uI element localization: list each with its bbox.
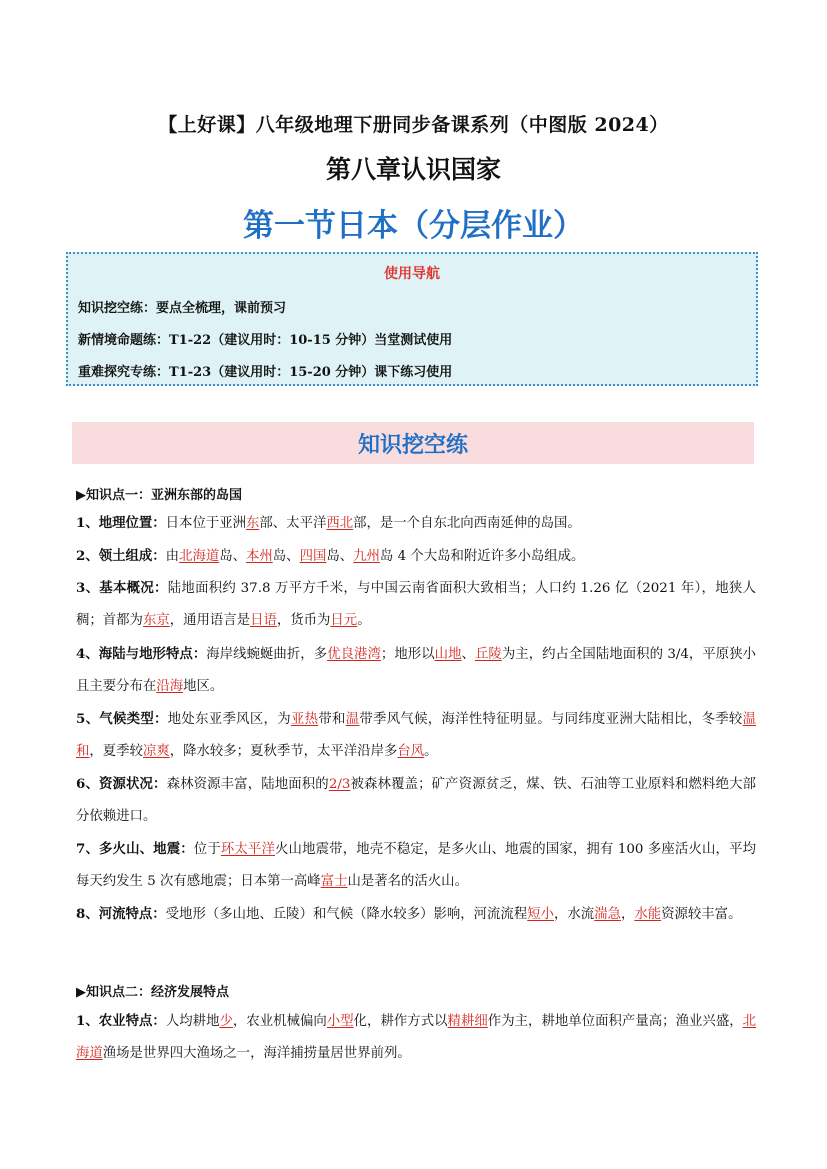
answer-blank: 北海道 <box>76 1014 757 1061</box>
knowledge-item <box>76 898 756 931</box>
answer-blank: 九州 <box>353 549 380 564</box>
answer-blank: 山地 <box>434 647 462 662</box>
answer-blank: 凉爽 <box>142 744 170 759</box>
knowledge-item <box>76 703 756 768</box>
item-label: 5、气候类型： <box>76 711 168 727</box>
answer-blank: 沿海 <box>156 679 184 694</box>
answer-blank: 日元 <box>330 613 358 628</box>
answer-blank: 环太平洋 <box>220 842 276 857</box>
item-text: 部、太平洋 <box>259 516 327 531</box>
item-text: ，降水较多；夏秋季节，太平洋沿岸多 <box>169 744 398 759</box>
knowledge-item <box>76 638 756 703</box>
banner-label: 知识挖空练 <box>357 433 468 458</box>
knowledge-item <box>76 768 756 833</box>
item-text: 资源较丰富。 <box>661 907 742 922</box>
knowledge-item <box>76 540 756 573</box>
guide-heading: 使用导航 <box>384 266 440 282</box>
answer-blank: 东 <box>246 516 260 531</box>
item-label: 3、基本概况： <box>76 580 168 596</box>
item-text: 作为主，耕地单位面积产量高；渔业兴盛， <box>487 1014 743 1029</box>
answer-blank: 湍急 <box>594 907 621 922</box>
answer-blank: 优良港湾 <box>327 647 381 662</box>
usage-guide-box <box>66 252 758 386</box>
item-label: 4、海陆与地形特点： <box>76 646 207 662</box>
item-text: 化，耕作方式以 <box>353 1014 448 1029</box>
section-banner <box>72 422 754 464</box>
item-text: 陆地面积约 37.8 万平方千米，与中国云南省面积大致相当；人口约 1.26 亿（2021 年），地狭人稠；首都为 <box>76 581 756 628</box>
item-label: 2、领土组成： <box>76 548 166 564</box>
item-text: 海岸线蜿蜒曲折，多 <box>206 647 328 662</box>
item-text: 位于 <box>193 842 221 857</box>
item-label: 8、河流特点： <box>76 906 166 922</box>
answer-blank: 西北 <box>326 516 354 531</box>
item-text: 日本位于亚洲 <box>165 516 247 531</box>
item-text: 渔场是世界四大渔场之一，海洋捕捞量居世界前列。 <box>102 1046 411 1061</box>
chapter-title: 第八章认识国家 <box>325 155 501 184</box>
item-text: ，夏季较 <box>89 744 143 759</box>
item-text: 受地形（多山地、丘陵）和气候（降水较多）影响，河流流程 <box>165 907 528 922</box>
series-title: 【上好课】八年级地理下册同步备课系列（中图版 2024） <box>158 114 669 136</box>
item-text: 由 <box>165 549 180 564</box>
knowledge-item <box>76 572 756 637</box>
item-text: 、 <box>461 647 475 662</box>
item-label: 6、资源状况： <box>76 776 167 792</box>
answer-blank: 本州 <box>246 549 273 564</box>
item-text: ，农业机械偏向 <box>232 1014 327 1029</box>
item-text: ， <box>620 907 635 922</box>
answer-blank: 水能 <box>634 907 662 922</box>
item-text: 。 <box>357 613 371 628</box>
item-text: ，货币为 <box>276 613 331 628</box>
knowledge-point-heading: ▶知识点一：亚洲东部的岛国 <box>76 488 242 503</box>
answer-blank: 北海道 <box>179 549 220 564</box>
knowledge-item <box>76 1005 756 1070</box>
section-title: 第一节日本（分层作业） <box>243 208 584 244</box>
item-text: ，通用语言是 <box>169 613 251 628</box>
answer-blank: 温 <box>345 712 360 727</box>
answer-blank: 日语 <box>250 613 277 628</box>
item-text: 岛、 <box>272 549 300 564</box>
item-text: 森林资源丰富，陆地面积的 <box>166 777 329 792</box>
item-label: 1、地理位置： <box>76 515 166 531</box>
item-text: 被森林覆盖；矿产资源贫乏，煤、铁、石油等工业原料和燃料绝大部分依赖进口。 <box>76 777 757 824</box>
knowledge-item <box>76 507 756 540</box>
guide-line: 知识挖空练：要点全梳理，课前预习 <box>78 301 287 316</box>
answer-blank: 东京 <box>142 613 170 628</box>
answer-blank: 富士 <box>320 874 348 889</box>
guide-line: 新情境命题练：T1-22（建议用时：10-15 分钟）当堂测试使用 <box>78 333 453 348</box>
item-text: 岛、 <box>326 549 354 564</box>
item-text: 地处东亚季风区，为 <box>167 712 291 727</box>
item-text: 人均耕地 <box>165 1014 220 1029</box>
item-text: 带季风气候，海洋性特征明显。与同纬度亚洲大陆相比，冬季较 <box>359 712 743 727</box>
item-text: 带和 <box>318 712 346 727</box>
item-text: ，水流 <box>554 907 595 922</box>
answer-blank: 台风 <box>397 744 425 759</box>
answer-blank: 四国 <box>299 549 327 564</box>
answer-blank: 精耕细 <box>447 1014 488 1029</box>
item-text: 岛 4 个大岛和附近许多小岛组成。 <box>379 549 585 564</box>
item-text: ；地形以 <box>380 647 435 662</box>
item-label: 1、农业特点： <box>76 1013 166 1029</box>
answer-blank: 少 <box>219 1014 233 1029</box>
answer-blank: 短小 <box>527 907 554 922</box>
item-text: 。 <box>424 744 438 759</box>
item-text: 部，是一个自东北向西南延伸的岛国。 <box>353 516 581 531</box>
item-text: 地区。 <box>183 679 224 694</box>
knowledge-point-heading: ▶知识点二：经济发展特点 <box>76 985 229 1000</box>
answer-blank: 丘陵 <box>474 647 502 662</box>
item-text: 山是著名的活火山。 <box>347 874 468 889</box>
answer-blank: 2/3 <box>328 777 351 792</box>
guide-line: 重难探究专练：T1-23（建议用时：15-20 分钟）课下练习使用 <box>78 365 453 380</box>
item-label: 7、多火山、地震： <box>76 841 194 857</box>
answer-blank: 小型 <box>326 1014 354 1029</box>
answer-blank: 亚热 <box>290 712 319 727</box>
knowledge-item <box>76 833 756 898</box>
item-text: 岛、 <box>219 549 247 564</box>
item-text: 为主，约占全国陆地面积的 3/4，平原狭小且主要分布在 <box>76 647 757 694</box>
item-text: 火山地震带，地壳不稳定，是多火山、地震的国家，拥有 100 多座活火山，平均每天约发生 5 次有感地震；日本第一高峰 <box>76 842 756 889</box>
answer-blank: 温和 <box>76 712 757 759</box>
